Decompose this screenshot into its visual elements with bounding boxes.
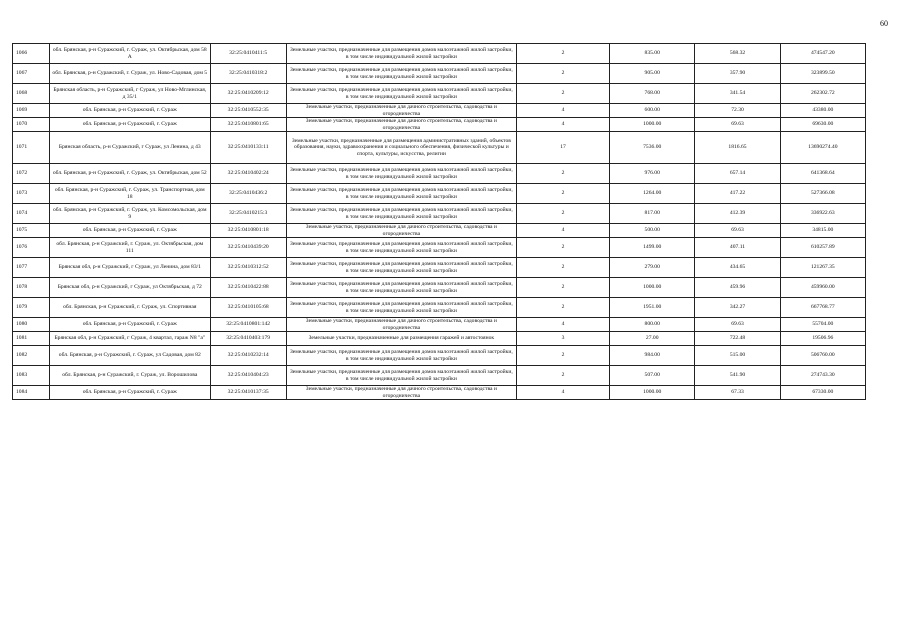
address-cell: Брянская область, р-н Суражский, г Сураж, ул Ново-Мглинская, д 35/1 — [50, 84, 210, 104]
land-use-cell: Земельные участки, предназначенные для размещения домов малоэтажной жилой застройки, в том числе индивидуальной жилой застройки — [286, 258, 516, 278]
address-cell: обл. Брянская, р-н Суражский, г. Сураж — [50, 386, 210, 400]
specific-value-cell: 541.90 — [695, 366, 780, 386]
group-cell: 4 — [516, 118, 609, 132]
address-cell: обл. Брянская, р-н Суражский, г. Сураж, ул. Спортивная — [50, 298, 210, 318]
table-row — [13, 104, 866, 118]
land-use-cell: Земельные участки, предназначенные для размещения домов малоэтажной жилой застройки, в том числе индивидуальной жилой застройки — [286, 164, 516, 184]
cadastral-value-cell: 69630.00 — [780, 118, 865, 132]
row-number-cell: 1077 — [13, 258, 50, 278]
cadastral-number-cell: 32:25:0410403:179 — [210, 332, 286, 346]
area-cell: 500.00 — [610, 224, 695, 238]
row-number-cell: 1073 — [13, 184, 50, 204]
specific-value-cell: 459.96 — [695, 278, 780, 298]
address-cell: обл. Брянская, р-н Суражский, г. Сураж — [50, 104, 210, 118]
cadastral-value-cell: 336922.63 — [780, 204, 865, 224]
address-cell: обл. Брянская, р-н Суражский, г. Сураж, ул. Транспортная, дом 18 — [50, 184, 210, 204]
table-row — [13, 238, 866, 258]
address-cell: обл. Брянская, р-н Суражский, г. Сураж, ул. Ворошилова — [50, 366, 210, 386]
cadastral-value-cell: 19506.96 — [780, 332, 865, 346]
area-cell: 279.00 — [610, 258, 695, 278]
table-row — [13, 298, 866, 318]
specific-value-cell: 342.27 — [695, 298, 780, 318]
area-cell: 1000.00 — [610, 386, 695, 400]
area-cell: 7536.00 — [610, 132, 695, 164]
cadastral-value-cell: 34815.00 — [780, 224, 865, 238]
group-cell: 4 — [516, 386, 609, 400]
land-registry-table — [12, 43, 866, 400]
cadastral-value-cell: 474547.20 — [780, 44, 865, 64]
group-cell: 2 — [516, 258, 609, 278]
group-cell: 2 — [516, 346, 609, 366]
row-number-cell: 1081 — [13, 332, 50, 346]
group-cell: 2 — [516, 84, 609, 104]
table-row — [13, 204, 866, 224]
group-cell: 2 — [516, 64, 609, 84]
table-row — [13, 258, 866, 278]
group-cell: 2 — [516, 298, 609, 318]
area-cell: 1499.00 — [610, 238, 695, 258]
row-number-cell: 1069 — [13, 104, 50, 118]
address-cell: обл. Брянская, р-н Суражский, г. Сураж, ул. Октябрьская, дом 52 — [50, 164, 210, 184]
specific-value-cell: 722.48 — [695, 332, 780, 346]
address-cell: обл. Брянская, р-н Суражский, г. Сураж — [50, 318, 210, 332]
area-cell: 1000.00 — [610, 278, 695, 298]
row-number-cell: 1067 — [13, 64, 50, 84]
cadastral-number-cell: 32:25:0410312:52 — [210, 258, 286, 278]
area-cell: 768.00 — [610, 84, 695, 104]
cadastral-value-cell: 527366.08 — [780, 184, 865, 204]
cadastral-number-cell: 32:25:0410801:65 — [210, 118, 286, 132]
specific-value-cell: 515.00 — [695, 346, 780, 366]
specific-value-cell: 72.30 — [695, 104, 780, 118]
page-number: 60 — [880, 19, 888, 28]
area-cell: 984.00 — [610, 346, 695, 366]
cadastral-value-cell: 667768.77 — [780, 298, 865, 318]
cadastral-number-cell: 32:25:0410105:68 — [210, 298, 286, 318]
cadastral-number-cell: 32:25:0410439:20 — [210, 238, 286, 258]
land-use-cell: Земельные участки, предназначенные для размещения домов малоэтажной жилой застройки, в том числе индивидуальной жилой застройки — [286, 44, 516, 64]
address-cell: обл. Брянская, р-н Суражский, г. Сураж — [50, 224, 210, 238]
address-cell: обл. Брянская, р-н Суражский, г. Сураж, ул Садовая, дом 82 — [50, 346, 210, 366]
row-number-cell: 1078 — [13, 278, 50, 298]
cadastral-number-cell: 32:25:0410232:14 — [210, 346, 286, 366]
specific-value-cell: 417.22 — [695, 184, 780, 204]
group-cell: 4 — [516, 104, 609, 118]
group-cell: 4 — [516, 224, 609, 238]
group-cell: 3 — [516, 332, 609, 346]
area-cell: 817.00 — [610, 204, 695, 224]
cadastral-number-cell: 32:25:0410209:12 — [210, 84, 286, 104]
land-use-cell: Земельные участки, предназначенные для дачного строительства, садоводства и огородничества — [286, 318, 516, 332]
table-row — [13, 164, 866, 184]
table-row — [13, 386, 866, 400]
row-number-cell: 1075 — [13, 224, 50, 238]
specific-value-cell: 69.63 — [695, 118, 780, 132]
cadastral-number-cell: 32:25:0410404:23 — [210, 366, 286, 386]
table-row — [13, 84, 866, 104]
cadastral-value-cell: 121267.35 — [780, 258, 865, 278]
area-cell: 976.00 — [610, 164, 695, 184]
area-cell: 1000.00 — [610, 118, 695, 132]
address-cell: Брянская обл, р-н Суражский, г Сураж, ул Октябрьская, д 72 — [50, 278, 210, 298]
land-use-cell: Земельные участки, предназначенные для размещения домов малоэтажной жилой застройки, в том числе индивидуальной жилой застройки — [286, 84, 516, 104]
land-use-cell: Земельные участки, предназначенные для дачного строительства, садоводства и огородничества — [286, 118, 516, 132]
group-cell: 2 — [516, 164, 609, 184]
address-cell: Брянская обл, р-н Суражский, г Сураж, ул Ленина, дом 83/1 — [50, 258, 210, 278]
specific-value-cell: 412.39 — [695, 204, 780, 224]
cadastral-number-cell: 32:25:0410552:35 — [210, 104, 286, 118]
table-row — [13, 224, 866, 238]
row-number-cell: 1066 — [13, 44, 50, 64]
land-use-cell: Земельные участки, предназначенные для размещения домов малоэтажной жилой застройки, в том числе индивидуальной жилой застройки — [286, 238, 516, 258]
specific-value-cell: 657.14 — [695, 164, 780, 184]
group-cell: 2 — [516, 184, 609, 204]
specific-value-cell: 1816.65 — [695, 132, 780, 164]
row-number-cell: 1074 — [13, 204, 50, 224]
group-cell: 2 — [516, 44, 609, 64]
table-row — [13, 132, 866, 164]
area-cell: 800.00 — [610, 318, 695, 332]
group-cell: 2 — [516, 238, 609, 258]
area-cell: 507.00 — [610, 366, 695, 386]
row-number-cell: 1068 — [13, 84, 50, 104]
table-row — [13, 44, 866, 64]
specific-value-cell: 568.32 — [695, 44, 780, 64]
group-cell: 2 — [516, 278, 609, 298]
group-cell: 4 — [516, 318, 609, 332]
table-row — [13, 318, 866, 332]
row-number-cell: 1083 — [13, 366, 50, 386]
cadastral-number-cell: 32:25:0410402:24 — [210, 164, 286, 184]
cadastral-value-cell: 262302.72 — [780, 84, 865, 104]
row-number-cell: 1076 — [13, 238, 50, 258]
row-number-cell: 1080 — [13, 318, 50, 332]
land-use-cell: Земельные участки, предназначенные для размещения домов малоэтажной жилой застройки, в том числе индивидуальной жилой застройки — [286, 298, 516, 318]
cadastral-value-cell: 323899.50 — [780, 64, 865, 84]
area-cell: 835.00 — [610, 44, 695, 64]
cadastral-value-cell: 459960.00 — [780, 278, 865, 298]
specific-value-cell: 67.33 — [695, 386, 780, 400]
land-use-cell: Земельные участки, предназначенные для размещения домов малоэтажной жилой застройки, в том числе индивидуальной жилой застройки — [286, 64, 516, 84]
cadastral-number-cell: 32:25:0410422:88 — [210, 278, 286, 298]
cadastral-number-cell: 32:25:0410133:11 — [210, 132, 286, 164]
area-cell: 1264.00 — [610, 184, 695, 204]
land-use-cell: Земельные участки, предназначенные для дачного строительства, садоводства и огородничества — [286, 386, 516, 400]
cadastral-number-cell: 32:25:0410137:35 — [210, 386, 286, 400]
specific-value-cell: 357.90 — [695, 64, 780, 84]
cadastral-value-cell: 55704.00 — [780, 318, 865, 332]
table-row — [13, 346, 866, 366]
address-cell: обл. Брянская, р-н Суражский, г. Сураж — [50, 118, 210, 132]
cadastral-number-cell: 32:25:0410215:3 — [210, 204, 286, 224]
cadastral-value-cell: 13690274.40 — [780, 132, 865, 164]
table-row — [13, 366, 866, 386]
row-number-cell: 1082 — [13, 346, 50, 366]
land-use-cell: Земельные участки, предназначенные для размещения административных зданий, объектов образования, науки, здравоохранения и социального обеспечения, физической культуры и спорта, культуры, искусства, религии — [286, 132, 516, 164]
table-row — [13, 332, 866, 346]
cadastral-value-cell: 506760.00 — [780, 346, 865, 366]
specific-value-cell: 434.65 — [695, 258, 780, 278]
cadastral-number-cell: 32:25:0410436:2 — [210, 184, 286, 204]
address-cell: обл. Брянская, р-н Суражский, г. Сураж, ул. Октябрьская, дом 111 — [50, 238, 210, 258]
row-number-cell: 1072 — [13, 164, 50, 184]
group-cell: 17 — [516, 132, 609, 164]
cadastral-value-cell: 610257.89 — [780, 238, 865, 258]
land-use-cell: Земельные участки, предназначенные для размещения домов малоэтажной жилой застройки, в том числе индивидуальной жилой застройки — [286, 346, 516, 366]
land-use-cell: Земельные участки, предназначенные для размещения домов малоэтажной жилой застройки, в том числе индивидуальной жилой застройки — [286, 366, 516, 386]
land-use-cell: Земельные участки, предназначенные для дачного строительства, садоводства и огородничества — [286, 224, 516, 238]
specific-value-cell: 407.11 — [695, 238, 780, 258]
address-cell: обл. Брянская, р-н Суражский, г. Сураж, ул. Ново-Садовая, дом 5 — [50, 64, 210, 84]
land-use-cell: Земельные участки, предназначенные для дачного строительства, садоводства и огородничества — [286, 104, 516, 118]
cadastral-value-cell: 274743.30 — [780, 366, 865, 386]
row-number-cell: 1079 — [13, 298, 50, 318]
address-cell: Брянская область, р-н Суражский, г Сураж, ул Ленина, д 43 — [50, 132, 210, 164]
table-row — [13, 64, 866, 84]
cadastral-number-cell: 32:25:0410411:5 — [210, 44, 286, 64]
area-cell: 905.00 — [610, 64, 695, 84]
group-cell: 2 — [516, 366, 609, 386]
area-cell: 600.00 — [610, 104, 695, 118]
table-row — [13, 184, 866, 204]
cadastral-number-cell: 32:25:0410318:2 — [210, 64, 286, 84]
land-use-cell: Земельные участки, предназначенные для размещения домов малоэтажной жилой застройки, в том числе индивидуальной жилой застройки — [286, 184, 516, 204]
specific-value-cell: 69.63 — [695, 318, 780, 332]
specific-value-cell: 341.54 — [695, 84, 780, 104]
land-use-cell: Земельные участки, предназначенные для размещения домов малоэтажной жилой застройки, в том числе индивидуальной жилой застройки — [286, 278, 516, 298]
cadastral-value-cell: 43380.00 — [780, 104, 865, 118]
registry-table-body — [13, 44, 866, 400]
cadastral-value-cell: 641368.64 — [780, 164, 865, 184]
row-number-cell: 1070 — [13, 118, 50, 132]
row-number-cell: 1084 — [13, 386, 50, 400]
land-use-cell: Земельные участки, предназначенные для размещения гаражей и автостоянок — [286, 332, 516, 346]
group-cell: 2 — [516, 204, 609, 224]
address-cell: обл. Брянская, р-н Суражский, г. Сураж, ул. Октябрьская, дом 58 А — [50, 44, 210, 64]
area-cell: 27.00 — [610, 332, 695, 346]
table-row — [13, 278, 866, 298]
cadastral-value-cell: 67330.00 — [780, 386, 865, 400]
specific-value-cell: 69.63 — [695, 224, 780, 238]
cadastral-number-cell: 32:25:0410801:142 — [210, 318, 286, 332]
address-cell: Брянская обл, р-н Суражский, г Сураж, 4 квартал, гараж N8 "а" — [50, 332, 210, 346]
cadastral-number-cell: 32:25:0410801:18 — [210, 224, 286, 238]
row-number-cell: 1071 — [13, 132, 50, 164]
address-cell: обл. Брянская, р-н Суражский, г. Сураж, ул. Комсомольская, дом 9 — [50, 204, 210, 224]
table-row — [13, 118, 866, 132]
land-use-cell: Земельные участки, предназначенные для размещения домов малоэтажной жилой застройки, в том числе индивидуальной жилой застройки — [286, 204, 516, 224]
area-cell: 1951.00 — [610, 298, 695, 318]
